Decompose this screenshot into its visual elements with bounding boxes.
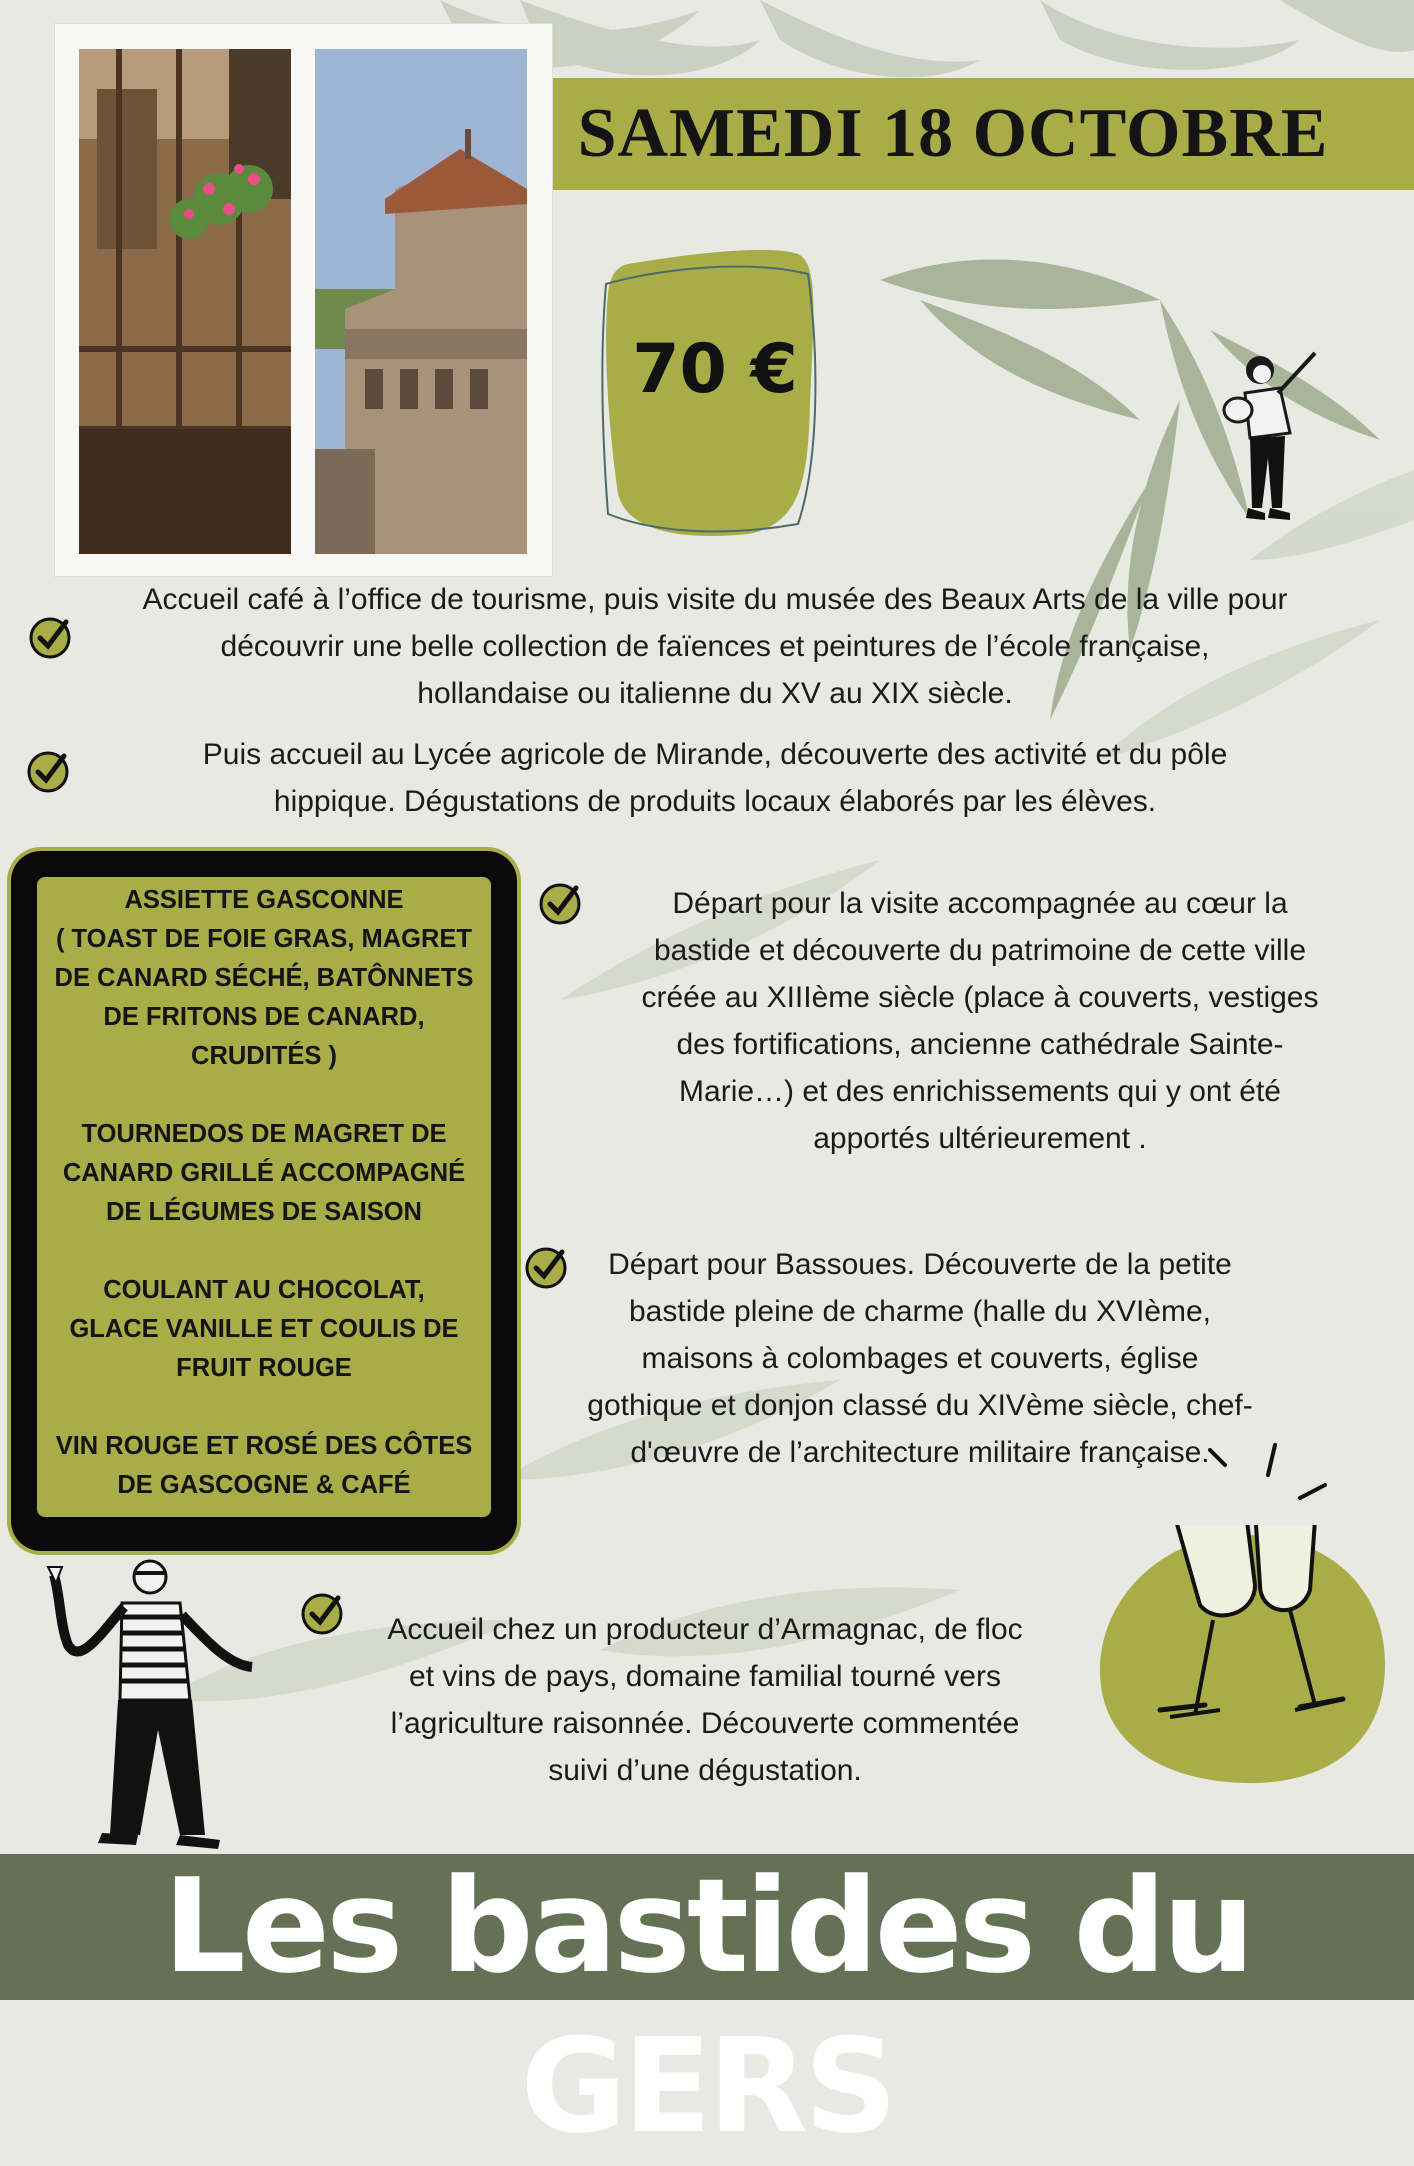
cheers-lines-icon xyxy=(1200,1440,1330,1520)
price: 70 € xyxy=(632,330,798,409)
bassoues-line: d'œuvre de l’architecture militaire française. xyxy=(630,1436,1210,1469)
bassoues-line: gothique et donjon classé du XIVème siècle, chef- xyxy=(587,1389,1253,1422)
armagnac-line: l’agriculture raisonnée. Découverte commentée xyxy=(390,1707,1020,1740)
lycee-paragraph xyxy=(110,731,1320,825)
bastide-line: Marie…) et des enrichissements qui y ont été xyxy=(679,1075,1281,1108)
intro-paragraph xyxy=(60,576,1370,717)
lycee-line: Puis accueil au Lycée agricole de Mirande, découverte des activité et du pôle xyxy=(202,738,1228,771)
footer-title: Les bastides du GERS xyxy=(163,1850,1251,2162)
bastide-line: bastide et découverte du patrimoine de cette ville xyxy=(653,934,1307,967)
menu-line: DE FRITONS DE CANARD, xyxy=(103,1003,425,1031)
menu-line: FRUIT ROUGE xyxy=(176,1354,352,1382)
menu-line: CRUDITÉS ) xyxy=(191,1042,337,1070)
menu-line: CANARD GRILLÉ ACCOMPAGNÉ xyxy=(62,1159,466,1187)
menu-screen xyxy=(37,877,491,1517)
menu-line: ASSIETTE GASCONNE xyxy=(124,886,404,914)
armagnac-paragraph xyxy=(330,1606,1080,1794)
menu-line: DE CANARD SÉCHÉ́, BATÔNNETS xyxy=(54,964,474,992)
castle-tower-photo xyxy=(315,49,527,554)
bastide-line: créée au XIIIème siècle (place à couverts, vestiges xyxy=(641,981,1319,1014)
bassoues-line: Départ pour Bassoues. Découverte de la petite xyxy=(608,1248,1232,1281)
menu-line: COULANT AU CHOCOLAT, xyxy=(103,1276,425,1304)
intro-line: hollandaise ou italienne du XV au XIX siècle. xyxy=(417,677,1013,710)
armagnac-line: et vins de pays, domaine familial tourné vers xyxy=(409,1660,1001,1693)
menu-line: VIN ROUGE ET ROSÉ DES CÔTES xyxy=(55,1432,473,1460)
bassoues-line: maisons à colombages et couverts, église xyxy=(641,1342,1199,1375)
menu-tablet xyxy=(11,851,517,1551)
person-striped-shirt-illustration xyxy=(40,1555,260,1855)
armagnac-line: suivi d’une dégustation. xyxy=(548,1754,862,1787)
event-date: SAMEDI 18 OCTOBRE xyxy=(577,95,1329,172)
bassoues-line: bastide pleine de charme (halle du XVIème, xyxy=(628,1295,1211,1328)
bastide-line: apportés ultérieurement . xyxy=(813,1122,1147,1155)
timber-house-photo xyxy=(79,49,291,554)
armagnac-line: Accueil chez un producteur d’Armagnac, de floc xyxy=(387,1613,1023,1646)
intro-line: découvrir une belle collection de faïences et peintures de l’école française, xyxy=(220,630,1210,663)
photo-frame xyxy=(55,24,552,576)
date-banner xyxy=(553,78,1414,190)
check-circle-icon xyxy=(26,750,70,794)
bastide-line: Départ pour la visite accompagnée au cœur la xyxy=(672,887,1288,920)
menu-line: GLACE VANILLE ET COULIS DE xyxy=(69,1315,459,1343)
bastide-paragraph xyxy=(570,880,1390,1162)
menu-text xyxy=(37,881,491,1505)
bassoues-paragraph xyxy=(550,1241,1290,1476)
person-pointing-illustration xyxy=(1210,348,1320,543)
menu-line: TOURNEDOS DE MAGRET DE xyxy=(81,1120,447,1148)
bastide-line: des fortifications, ancienne cathédrale Sainte- xyxy=(676,1028,1284,1061)
menu-line: DE GASCOGNE & CAFÉ xyxy=(117,1471,411,1499)
menu-line: DE LÉGUMES DE SAISON xyxy=(106,1198,422,1226)
menu-line: ( TOAST DE FOIE GRAS, MAGRET xyxy=(55,925,473,953)
intro-line: Accueil café à l’office de tourisme, puis visite du musée des Beaux Arts de la ville pour xyxy=(142,583,1288,616)
wine-glasses-icon xyxy=(1095,1525,1390,1785)
lycee-line: hippique. Dégustations de produits locaux élaborés par les élèves. xyxy=(273,785,1157,818)
